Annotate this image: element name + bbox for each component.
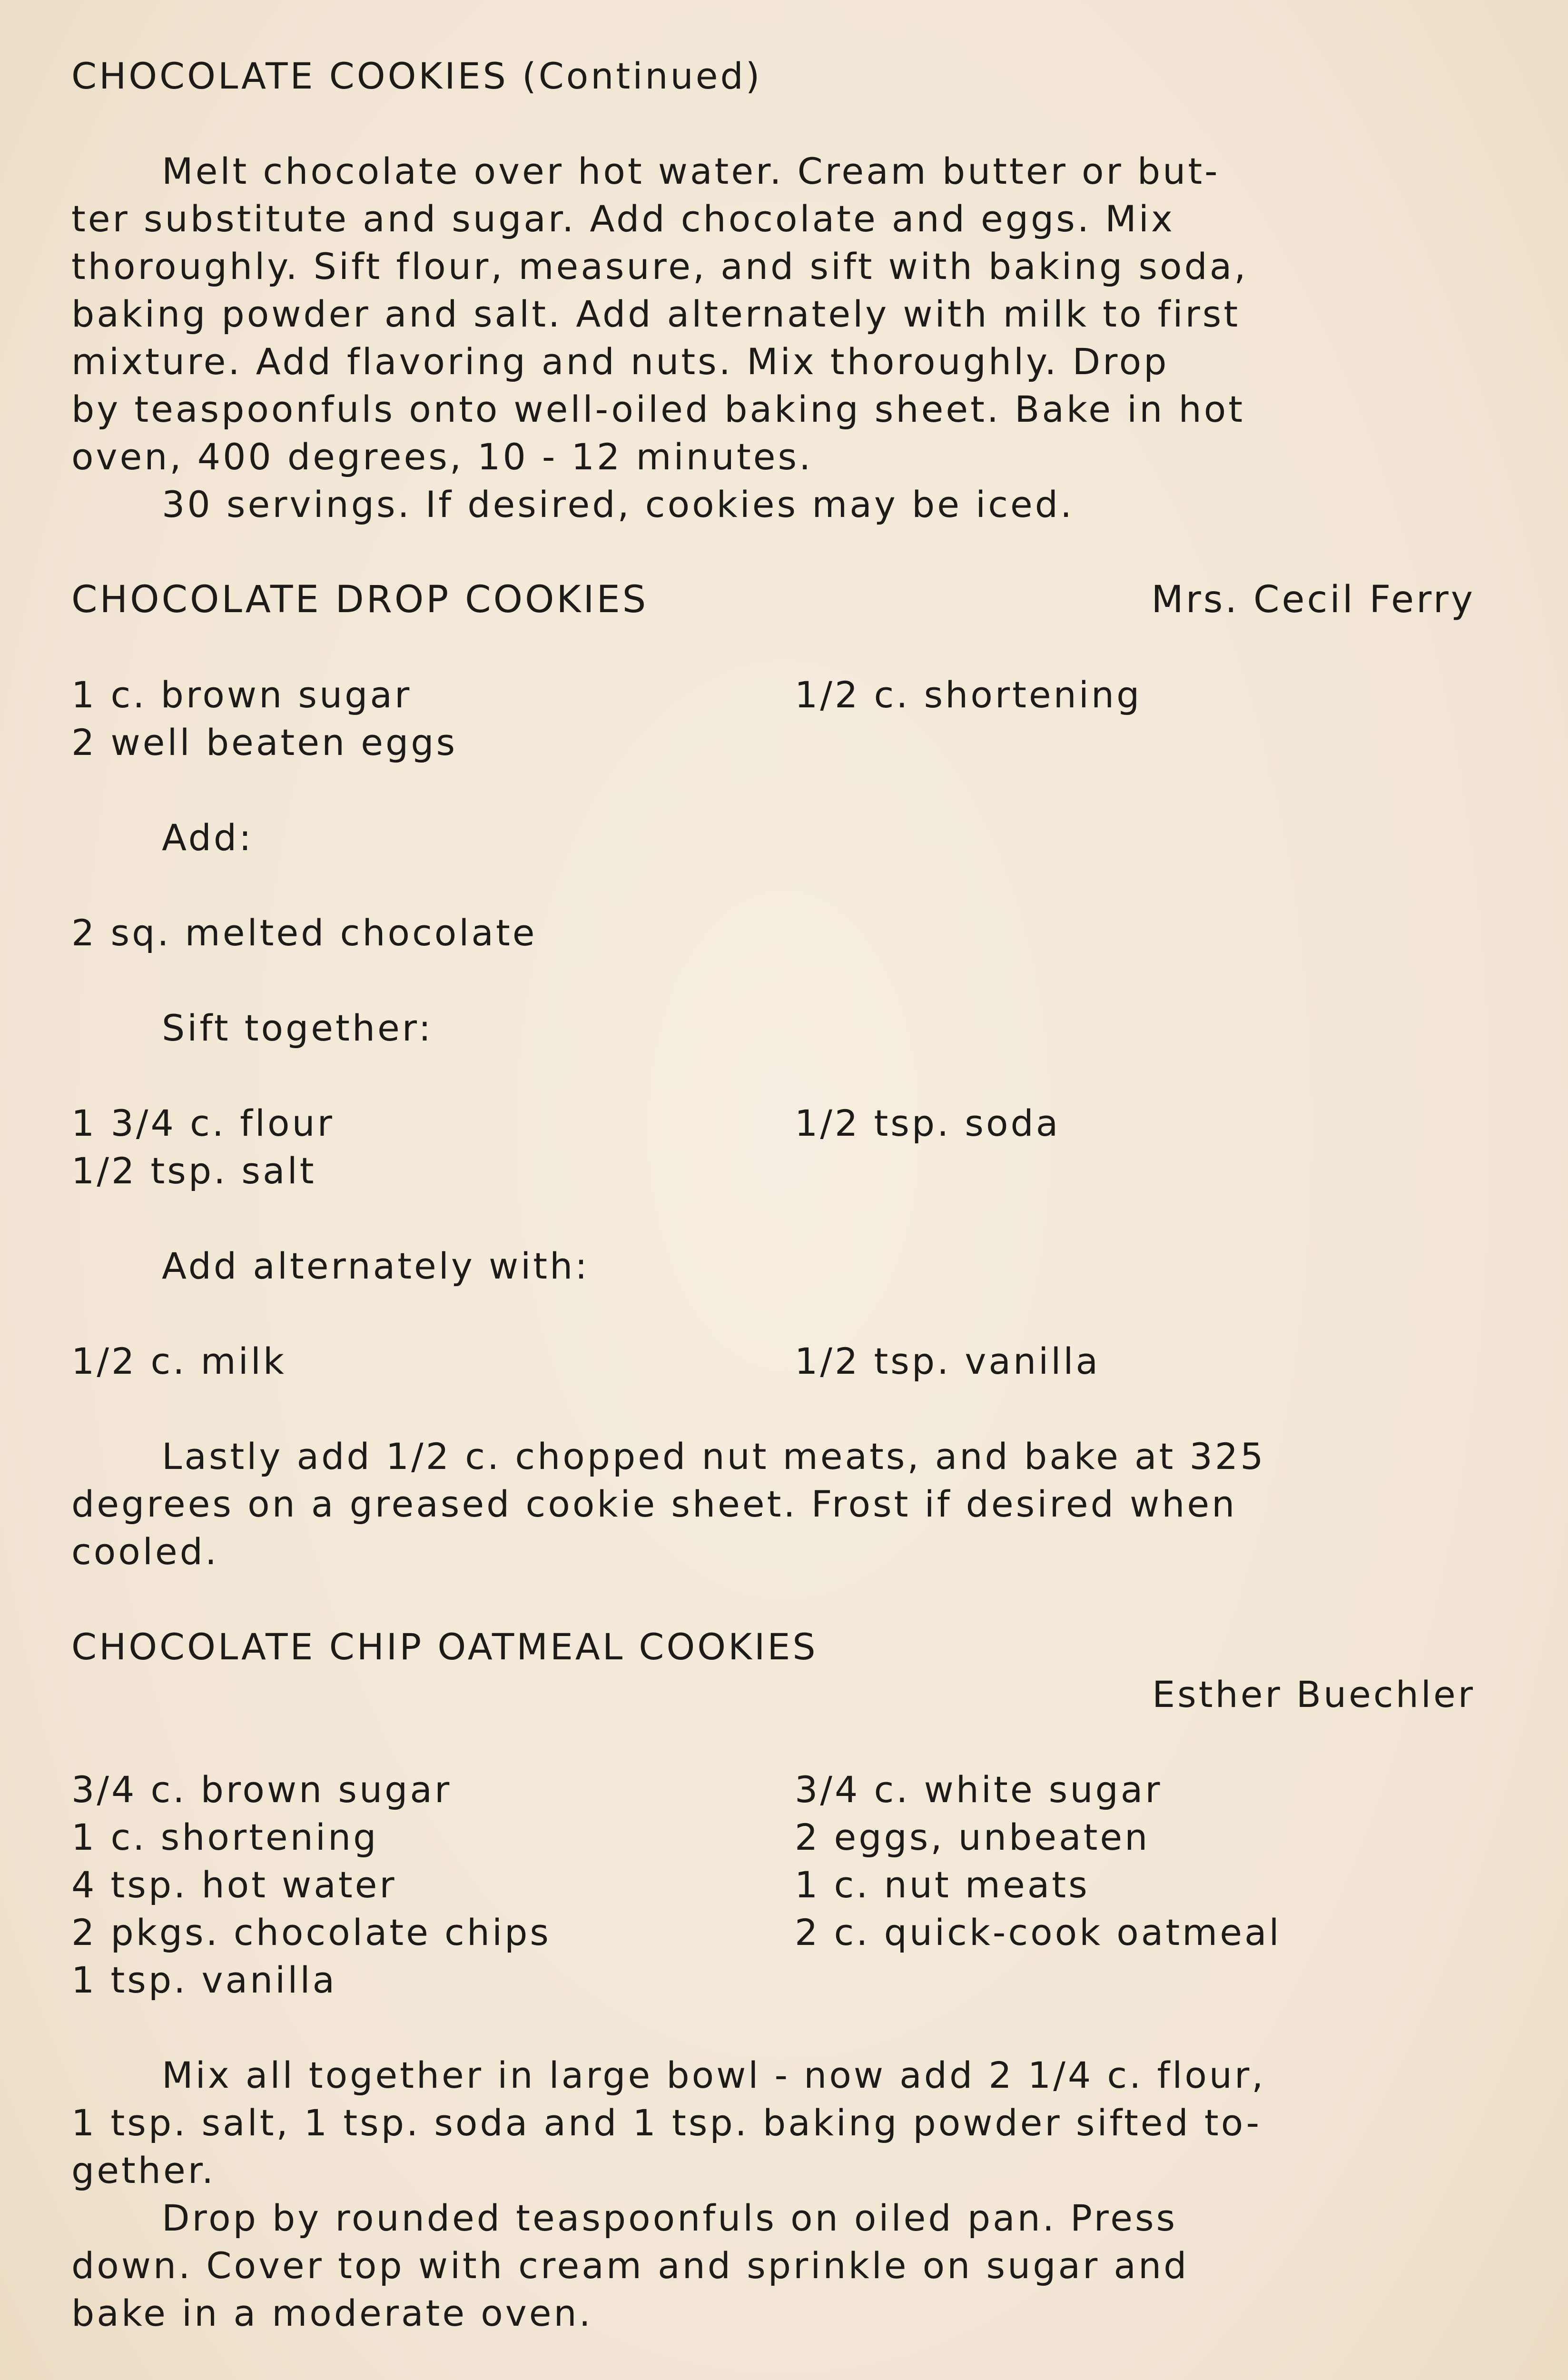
spacer xyxy=(71,766,1475,814)
ingredient: 1 c. shortening xyxy=(71,1816,379,1858)
spacer xyxy=(71,624,1475,671)
method-line: cooled. xyxy=(71,1530,219,1573)
ingredient: 1/2 tsp. soda xyxy=(795,1102,1061,1144)
ingredient xyxy=(795,1147,1475,1195)
ingredient: 2 sq. melted chocolate xyxy=(71,912,537,954)
ingredient: 2 pkgs. chocolate chips xyxy=(71,1911,551,1954)
ingredient: 1 3/4 c. flour xyxy=(71,1102,335,1144)
spacer xyxy=(71,1718,1475,1766)
method-line: mixture. Add flavoring and nuts. Mix thoroughly. Drop xyxy=(71,340,1169,383)
ingredient-list xyxy=(71,1100,1475,1195)
drop-cookies-heading xyxy=(71,576,1475,624)
spacer xyxy=(71,862,1475,909)
method-line: thoroughly. Sift flour, measure, and sift with baking soda, xyxy=(71,245,1248,288)
method-line: by teaspoonfuls onto well-oiled baking sheet. Bake in hot xyxy=(71,388,1245,430)
method-line: degrees on a greased cookie sheet. Frost if desired when xyxy=(71,1483,1237,1525)
continued-recipe-method xyxy=(71,148,1475,528)
continued-recipe-title: CHOCOLATE COOKIES (Continued) xyxy=(71,55,762,97)
ingredient: 2 eggs, unbeaten xyxy=(795,1816,1150,1858)
spacer xyxy=(71,100,1475,148)
ingredient: 3/4 c. brown sugar xyxy=(71,1768,452,1811)
method-line: Lastly add 1/2 c. chopped nut meats, and bake at 325 xyxy=(162,1435,1266,1478)
method-line: gether. xyxy=(71,2149,216,2192)
spacer xyxy=(71,1052,1475,1100)
ingredient: 1 c. nut meats xyxy=(795,1864,1090,1906)
servings-note: 30 servings. If desired, cookies may be iced. xyxy=(162,483,1075,526)
oatmeal-cookies-author: Esther Buechler xyxy=(1152,1673,1475,1716)
oatmeal-cookies-method xyxy=(71,2052,1475,2337)
sift-label: Sift together: xyxy=(162,1007,434,1049)
drop-cookies-title: CHOCOLATE DROP COOKIES xyxy=(71,578,649,621)
method-line: bake in a moderate oven. xyxy=(71,2292,593,2334)
method-line: 1 tsp. salt, 1 tsp. soda and 1 tsp. baking powder sifted to- xyxy=(71,2102,1262,2144)
alternate-label: Add alternately with: xyxy=(162,1245,590,1287)
method-line: oven, 400 degrees, 10 - 12 minutes. xyxy=(71,436,813,478)
ingredient: 2 well beaten eggs xyxy=(71,721,458,764)
ingredient: 1/2 tsp. vanilla xyxy=(795,1340,1101,1382)
method-line: Mix all together in large bowl - now add 2 1/4 c. flour, xyxy=(162,2054,1266,2096)
drop-cookies-author: Mrs. Cecil Ferry xyxy=(1151,578,1475,621)
ingredient: 1/2 c. shortening xyxy=(795,674,1142,716)
ingredient: 1 tsp. vanilla xyxy=(71,1959,337,2001)
ingredient: 3/4 c. white sugar xyxy=(795,1768,1163,1811)
ingredient: 1/2 tsp. salt xyxy=(71,1150,316,1192)
ingredient xyxy=(795,719,1475,766)
drop-cookies-method xyxy=(71,1433,1475,1576)
ingredient-list xyxy=(71,1766,1475,2004)
ingredient: 4 tsp. hot water xyxy=(71,1864,397,1906)
ingredient-list xyxy=(71,1338,1475,1385)
spacer xyxy=(71,1290,1475,1338)
ingredient: 1/2 c. milk xyxy=(71,1340,286,1382)
spacer xyxy=(71,1385,1475,1433)
ingredient xyxy=(795,1956,1475,2004)
spacer xyxy=(71,528,1475,576)
spacer xyxy=(71,1576,1475,1623)
ingredient: 2 c. quick-cook oatmeal xyxy=(795,1911,1282,1954)
spacer xyxy=(71,2004,1475,2052)
ingredient: 1 c. brown sugar xyxy=(71,674,412,716)
method-line: baking powder and salt. Add alternately with milk to first xyxy=(71,293,1241,335)
method-line: ter substitute and sugar. Add chocolate and eggs. Mix xyxy=(71,198,1175,240)
add-label: Add: xyxy=(162,816,254,859)
spacer xyxy=(71,1195,1475,1242)
page-content xyxy=(71,52,1475,2337)
ingredient-list xyxy=(71,671,1475,766)
method-line: Drop by rounded teaspoonfuls on oiled pan. Press xyxy=(162,2197,1178,2239)
oatmeal-cookies-title: CHOCOLATE CHIP OATMEAL COOKIES xyxy=(71,1626,818,1668)
method-line: Melt chocolate over hot water. Cream butter or but- xyxy=(162,150,1220,192)
method-line: down. Cover top with cream and sprinkle on sugar and xyxy=(71,2244,1189,2287)
spacer xyxy=(71,957,1475,1004)
